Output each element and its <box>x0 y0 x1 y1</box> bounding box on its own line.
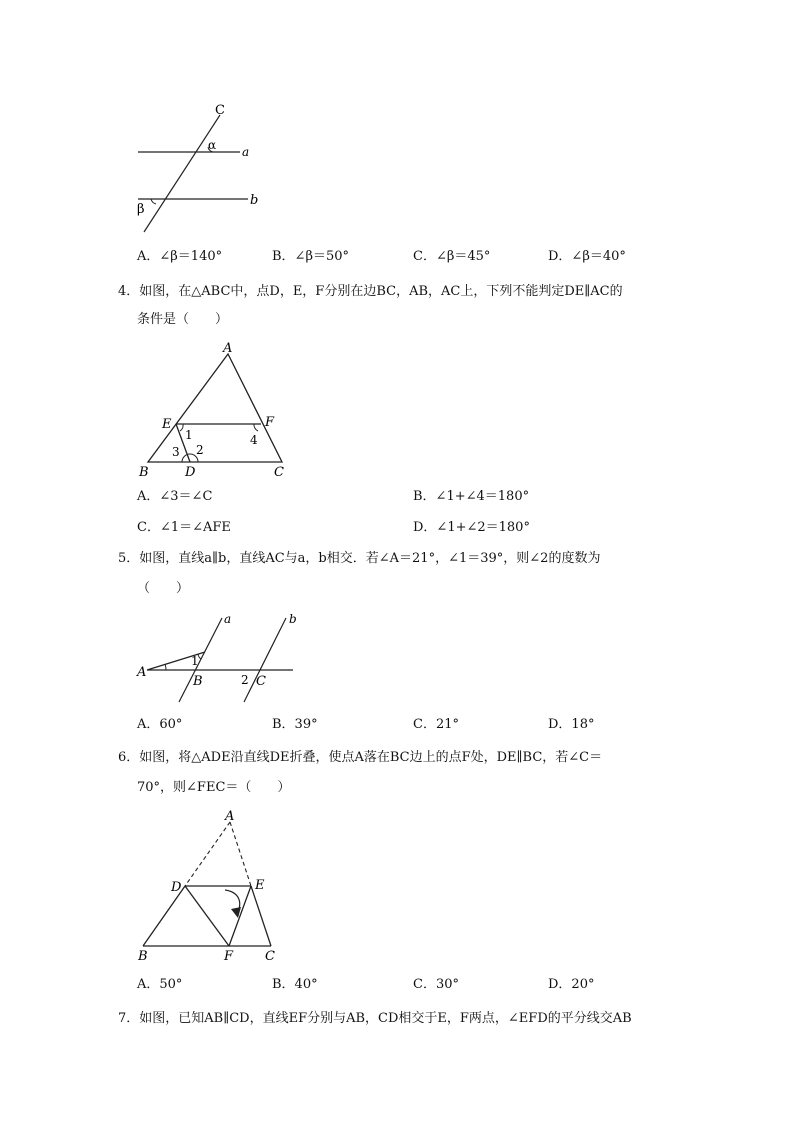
q5-option-c[interactable]: C．21° <box>413 717 459 732</box>
line-b <box>244 618 286 702</box>
beta-arc <box>151 199 156 204</box>
line-a <box>179 618 222 702</box>
label-E: E <box>162 417 172 432</box>
label-b: b <box>250 193 259 208</box>
label-B: B <box>138 949 148 964</box>
q3-option-b[interactable]: B．∠β＝50° <box>272 249 350 264</box>
q4-option-a[interactable]: A．∠3＝∠C <box>137 489 213 504</box>
label-C: C <box>256 674 266 689</box>
q4-stem-line1: 4．如图，在△ABC中，点D，E，F分别在边BC，AB，AC上，下列不能判定DE∥AC的 <box>118 284 623 299</box>
q6-stem-line1: 6．如图，将△ADE沿直线DE折叠，使点A落在BC边上的点F处，DE∥BC，若∠C＝ <box>118 750 603 765</box>
label-A: A <box>225 809 235 824</box>
q3-option-c[interactable]: C．∠β＝45° <box>413 249 491 264</box>
q5-option-a[interactable]: A．60° <box>137 717 183 732</box>
label-2: 2 <box>196 443 204 457</box>
q6-option-c[interactable]: C．30° <box>413 977 459 992</box>
segment-ef <box>229 886 251 946</box>
side-db <box>143 886 185 946</box>
label-D: D <box>185 465 196 480</box>
q5-stem-line1: 5．如图，直线a∥b，直线AC与a，b相交．若∠A＝21°，∠1＝39°，则∠2的度数为 <box>118 551 601 566</box>
q7-stem-line1: 7．如图，已知AB∥CD，直线EF分别与AB，CD相交于E，F两点，∠EFD的平分线交AB <box>118 1011 632 1026</box>
label-C: C <box>265 949 275 964</box>
label-A: A <box>223 341 233 356</box>
q4-option-d[interactable]: D．∠1+∠2＝180° <box>413 520 530 535</box>
label-beta: β <box>137 202 145 217</box>
label-A: A <box>137 665 147 680</box>
q4-option-b[interactable]: B．∠1+∠4＝180° <box>413 489 530 504</box>
q6-stem-line2: 70°，则∠FEC＝（ ） <box>137 780 291 795</box>
label-1: 1 <box>191 654 199 668</box>
angle1-arc <box>180 424 183 431</box>
transversal <box>144 115 220 232</box>
segment-df <box>185 886 229 946</box>
q3-option-a[interactable]: A．∠β＝140° <box>137 249 223 264</box>
q6-option-a[interactable]: A．50° <box>137 977 183 992</box>
q6-option-d[interactable]: D．20° <box>548 977 595 992</box>
label-D: D <box>171 880 182 895</box>
label-a: a <box>224 612 232 626</box>
label-B: B <box>139 465 149 480</box>
angle4-arc <box>254 424 258 431</box>
q5-option-b[interactable]: B．39° <box>272 717 318 732</box>
q5-stem-line2: （ ） <box>137 581 190 596</box>
label-alpha: α <box>208 138 217 152</box>
label-3: 3 <box>172 445 180 459</box>
q4-stem-line2: 条件是（ ） <box>137 312 229 327</box>
q6-option-b[interactable]: B．40° <box>272 977 318 992</box>
label-F: F <box>265 415 275 430</box>
label-b: b <box>289 612 297 626</box>
label-B: B <box>193 674 203 689</box>
label-4: 4 <box>250 433 258 447</box>
label-a: a <box>242 145 250 159</box>
triangle-abc <box>148 354 282 462</box>
q6-figure <box>135 806 285 964</box>
label-E: E <box>255 878 265 893</box>
label-F: F <box>224 949 234 964</box>
q3-figure <box>130 100 270 240</box>
dashed-ad <box>185 822 230 886</box>
label-1: 1 <box>185 428 193 442</box>
angle-A-arc <box>165 664 166 670</box>
q5-option-d[interactable]: D．18° <box>548 717 595 732</box>
q3-option-d[interactable]: D．∠β＝40° <box>548 249 626 264</box>
label-C: C <box>215 103 225 118</box>
dashed-ae <box>230 822 251 886</box>
q4-option-c[interactable]: C．∠1＝∠AFE <box>137 520 231 535</box>
side-ec <box>251 886 271 946</box>
label-C: C <box>274 465 284 480</box>
q4-figure <box>135 338 295 480</box>
label-2: 2 <box>241 673 249 687</box>
q5-figure <box>135 608 305 704</box>
